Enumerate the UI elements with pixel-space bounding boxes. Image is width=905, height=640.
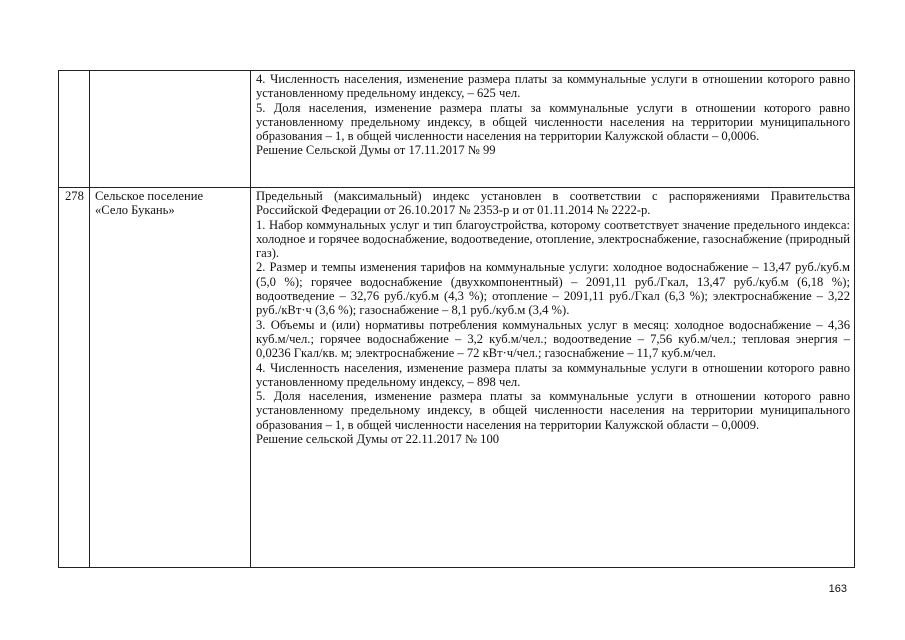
row-number-cell [59, 71, 90, 188]
page-number: 163 [828, 583, 847, 595]
table-row [59, 188, 855, 568]
paragraph: 4. Численность населения, изменение размера платы за коммунальные услуги в отношении которого равно установленному предельному индексу, – 898 чел. [256, 360, 850, 389]
decision-reference: Решение сельской Думы от 22.11.2017 № 100 [256, 432, 500, 447]
paragraph: 5. Доля населения, изменение размера платы за коммунальные услуги в отношении которого равно установленному предельному индексу, в общей численности населения на территории муниципального образования – 1, в общей численности населения на территории Калужской области – 0,0006. [256, 100, 850, 144]
settlement-name-cell [90, 71, 251, 188]
paragraph: 1. Набор коммунальных услуг и тип благоустройства, которому соответствует значение предельного индекса: холодное и горячее водоснабжение, водоотведение, отопление, электроснабжение, газоснабжение (природный газ). [256, 217, 850, 261]
description-cell [251, 71, 855, 188]
paragraph: 3. Объемы и (или) нормативы потребления коммунальных услуг в месяц: холодное водоснабжение – 4,36 куб.м/чел.; горячее водоснабжение – 3,2 куб.м/чел.; водоотведение – 7,56 куб.м/чел.; тепловая энергия – 0,0236 Гкал/кв. м; электроснабжение – 72 кВт·ч/чел.; газоснабжение – 11,7 куб.м/чел. [256, 317, 850, 361]
description-cell [251, 188, 855, 568]
settlements-table [58, 70, 855, 568]
paragraph: 5. Доля населения, изменение размера платы за коммунальные услуги в отношении которого равно установленному предельному индексу, в общей численности населения на территории муниципального образования – 1, в общей численности населения на территории Калужской области – 0,0009. [256, 389, 850, 432]
paragraph: 2. Размер и темпы изменения тарифов на коммунальные услуги: холодное водоснабжение – 13,47 руб./куб.м (5,0 %); горячее водоснабжение (двухкомпонентный) – 2091,11 руб./Гкал, 13,47 руб./куб.м (6,18 %); водоотведение – 32,76 руб./куб.м (4,3 %); отопление – 2091,11 руб./Гкал (6,3 %); электроснабжение – 3,22 руб./кВт·ч (3,6 %); газоснабжение – 8,1 руб./куб.м (3,4 %). [256, 260, 850, 318]
settlement-name: «Село Букань» [95, 203, 175, 218]
table-row [59, 71, 855, 188]
decision-reference: Решение Сельской Думы от 17.11.2017 № 99 [256, 143, 496, 158]
settlement-name-cell [90, 188, 251, 568]
settlement-type: Сельское поселение [95, 189, 204, 203]
row-number-cell: 278 [59, 188, 90, 568]
paragraph: Предельный (максимальный) индекс установлен в соответствии с распоряжениями Правительства Российской Федерации от 26.10.2017 № 2353-р и от 01.11.2014 № 2222-р. [256, 189, 850, 218]
paragraph: 4. Численность населения, изменение размера платы за коммунальные услуги в отношении которого равно установленному предельному индексу, – 625 чел. [256, 72, 850, 101]
